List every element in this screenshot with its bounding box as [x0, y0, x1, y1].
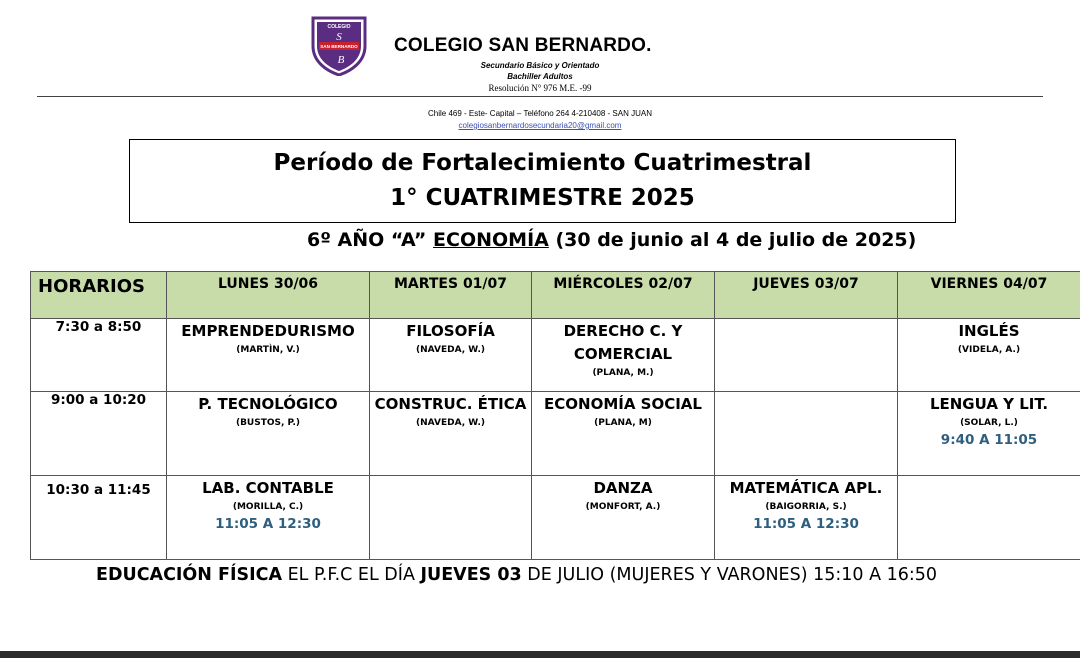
teacher-name: (MONFORT, A.) — [585, 502, 661, 512]
title-box — [129, 139, 956, 223]
schedule-cell-empty — [370, 476, 532, 560]
teacher-name: (BAIGORRIA, S.) — [765, 502, 847, 512]
subject-name: P. TECNOLÓGICO — [198, 395, 338, 413]
table-row — [31, 319, 1080, 392]
document-title: Período de Fortalecimiento Cuatrimestral — [273, 150, 812, 176]
subject-name: DERECHO C. Y COMERCIAL — [563, 322, 683, 363]
note-text: EL P.F.C EL DÍA — [282, 565, 421, 585]
subject-name: FILOSOFÍA — [406, 322, 495, 340]
schedule-cell — [532, 319, 715, 392]
schedule-cell — [370, 319, 532, 392]
svg-text:B: B — [337, 54, 345, 66]
adults-program: Bachiller Adultos — [507, 72, 573, 81]
term-title: 1° CUATRIMESTRE 2025 — [390, 185, 695, 211]
schedule-cell-empty — [715, 319, 898, 392]
course-subtitle — [307, 229, 916, 251]
subject-name: CONSTRUC. ÉTICA — [374, 395, 527, 413]
subject-name: LENGUA Y LIT. — [929, 395, 1049, 413]
schedule-cell — [167, 319, 370, 392]
svg-text:SAN BERNARDO: SAN BERNARDO — [320, 44, 358, 49]
time-override: 11:05 A 12:30 — [215, 516, 321, 532]
column-header: MARTES 01/07 — [370, 272, 532, 319]
note-details: DE JULIO (MUJERES Y VARONES) 15:10 A 16:50 — [521, 565, 938, 585]
schedule-cell — [532, 476, 715, 560]
course-prefix: 6º AÑO “A” — [307, 229, 434, 251]
time-slot: 9:00 a 10:20 — [31, 392, 167, 476]
schedule-header-row — [31, 272, 1080, 319]
note-subject: EDUCACIÓN FÍSICA — [96, 565, 283, 585]
teacher-name: (VIDELA, A.) — [957, 345, 1021, 355]
teacher-name: (MARTÌN, V.) — [236, 345, 300, 355]
email-link[interactable]: colegiosanbernardosecundaria20@gmail.com — [458, 121, 622, 130]
teacher-name: (NAVEDA, W.) — [416, 418, 485, 428]
bottom-edge-bar — [0, 651, 1080, 658]
column-header: MIÉRCOLES 02/07 — [532, 272, 715, 319]
address-line: Chile 469 - Este- Capital – Teléfono 264 4-210408 - SAN JUAN — [428, 109, 652, 118]
schedule-cell — [532, 392, 715, 476]
teacher-name: (PLANA, M) — [594, 418, 652, 428]
svg-text:S: S — [336, 31, 342, 43]
date-range: (30 de junio al 4 de julio de 2025) — [548, 229, 917, 251]
schedule-table — [30, 271, 1080, 560]
table-row — [31, 392, 1080, 476]
schedule-cell-empty — [715, 392, 898, 476]
subject-name: ECONOMÍA SOCIAL — [544, 395, 702, 413]
teacher-name: (PLANA, M.) — [592, 368, 654, 378]
table-row — [31, 476, 1080, 560]
subject-name: DANZA — [593, 479, 653, 497]
orientation-label: ECONOMÍA — [433, 229, 549, 251]
svg-text:COLEGIO: COLEGIO — [327, 24, 351, 30]
teacher-name: (MORILLA, C.) — [232, 502, 304, 512]
schedule-cell — [715, 476, 898, 560]
schedule-cell — [167, 392, 370, 476]
teacher-name: (SOLAR, L.) — [960, 418, 1018, 428]
subject-name: MATEMÁTICA APL. — [729, 479, 883, 497]
subject-name: EMPRENDEDURISMO — [181, 322, 355, 340]
schedule-cell-empty — [898, 476, 1080, 560]
physical-education-note — [96, 565, 937, 585]
schedule-cell — [167, 476, 370, 560]
subject-name: INGLÉS — [958, 322, 1020, 340]
time-slot: 10:30 a 11:45 — [31, 476, 167, 560]
schedule-cell — [898, 392, 1080, 476]
schedule-cell — [898, 319, 1080, 392]
time-override: 11:05 A 12:30 — [753, 516, 859, 532]
teacher-name: (NAVEDA, W.) — [416, 345, 485, 355]
teacher-name: (BUSTOS, P.) — [235, 418, 301, 428]
header-divider — [37, 96, 1043, 97]
school-shield-logo — [311, 16, 367, 76]
resolution-text: Resolución N° 976 M.E. -99 — [488, 83, 592, 93]
subject-name: LAB. CONTABLE — [202, 479, 334, 497]
note-day: JUEVES 03 — [420, 565, 522, 585]
column-header: VIERNES 04/07 — [898, 272, 1080, 319]
column-header: LUNES 30/06 — [167, 272, 370, 319]
time-override: 9:40 A 11:05 — [940, 432, 1038, 448]
school-name: COLEGIO SAN BERNARDO. — [394, 35, 652, 56]
school-levels: Secundario Básico y Orientado — [480, 61, 600, 70]
schedule-cell — [370, 392, 532, 476]
time-slot: 7:30 a 8:50 — [31, 319, 167, 392]
column-header: JUEVES 03/07 — [715, 272, 898, 319]
column-header: HORARIOS — [31, 272, 167, 319]
